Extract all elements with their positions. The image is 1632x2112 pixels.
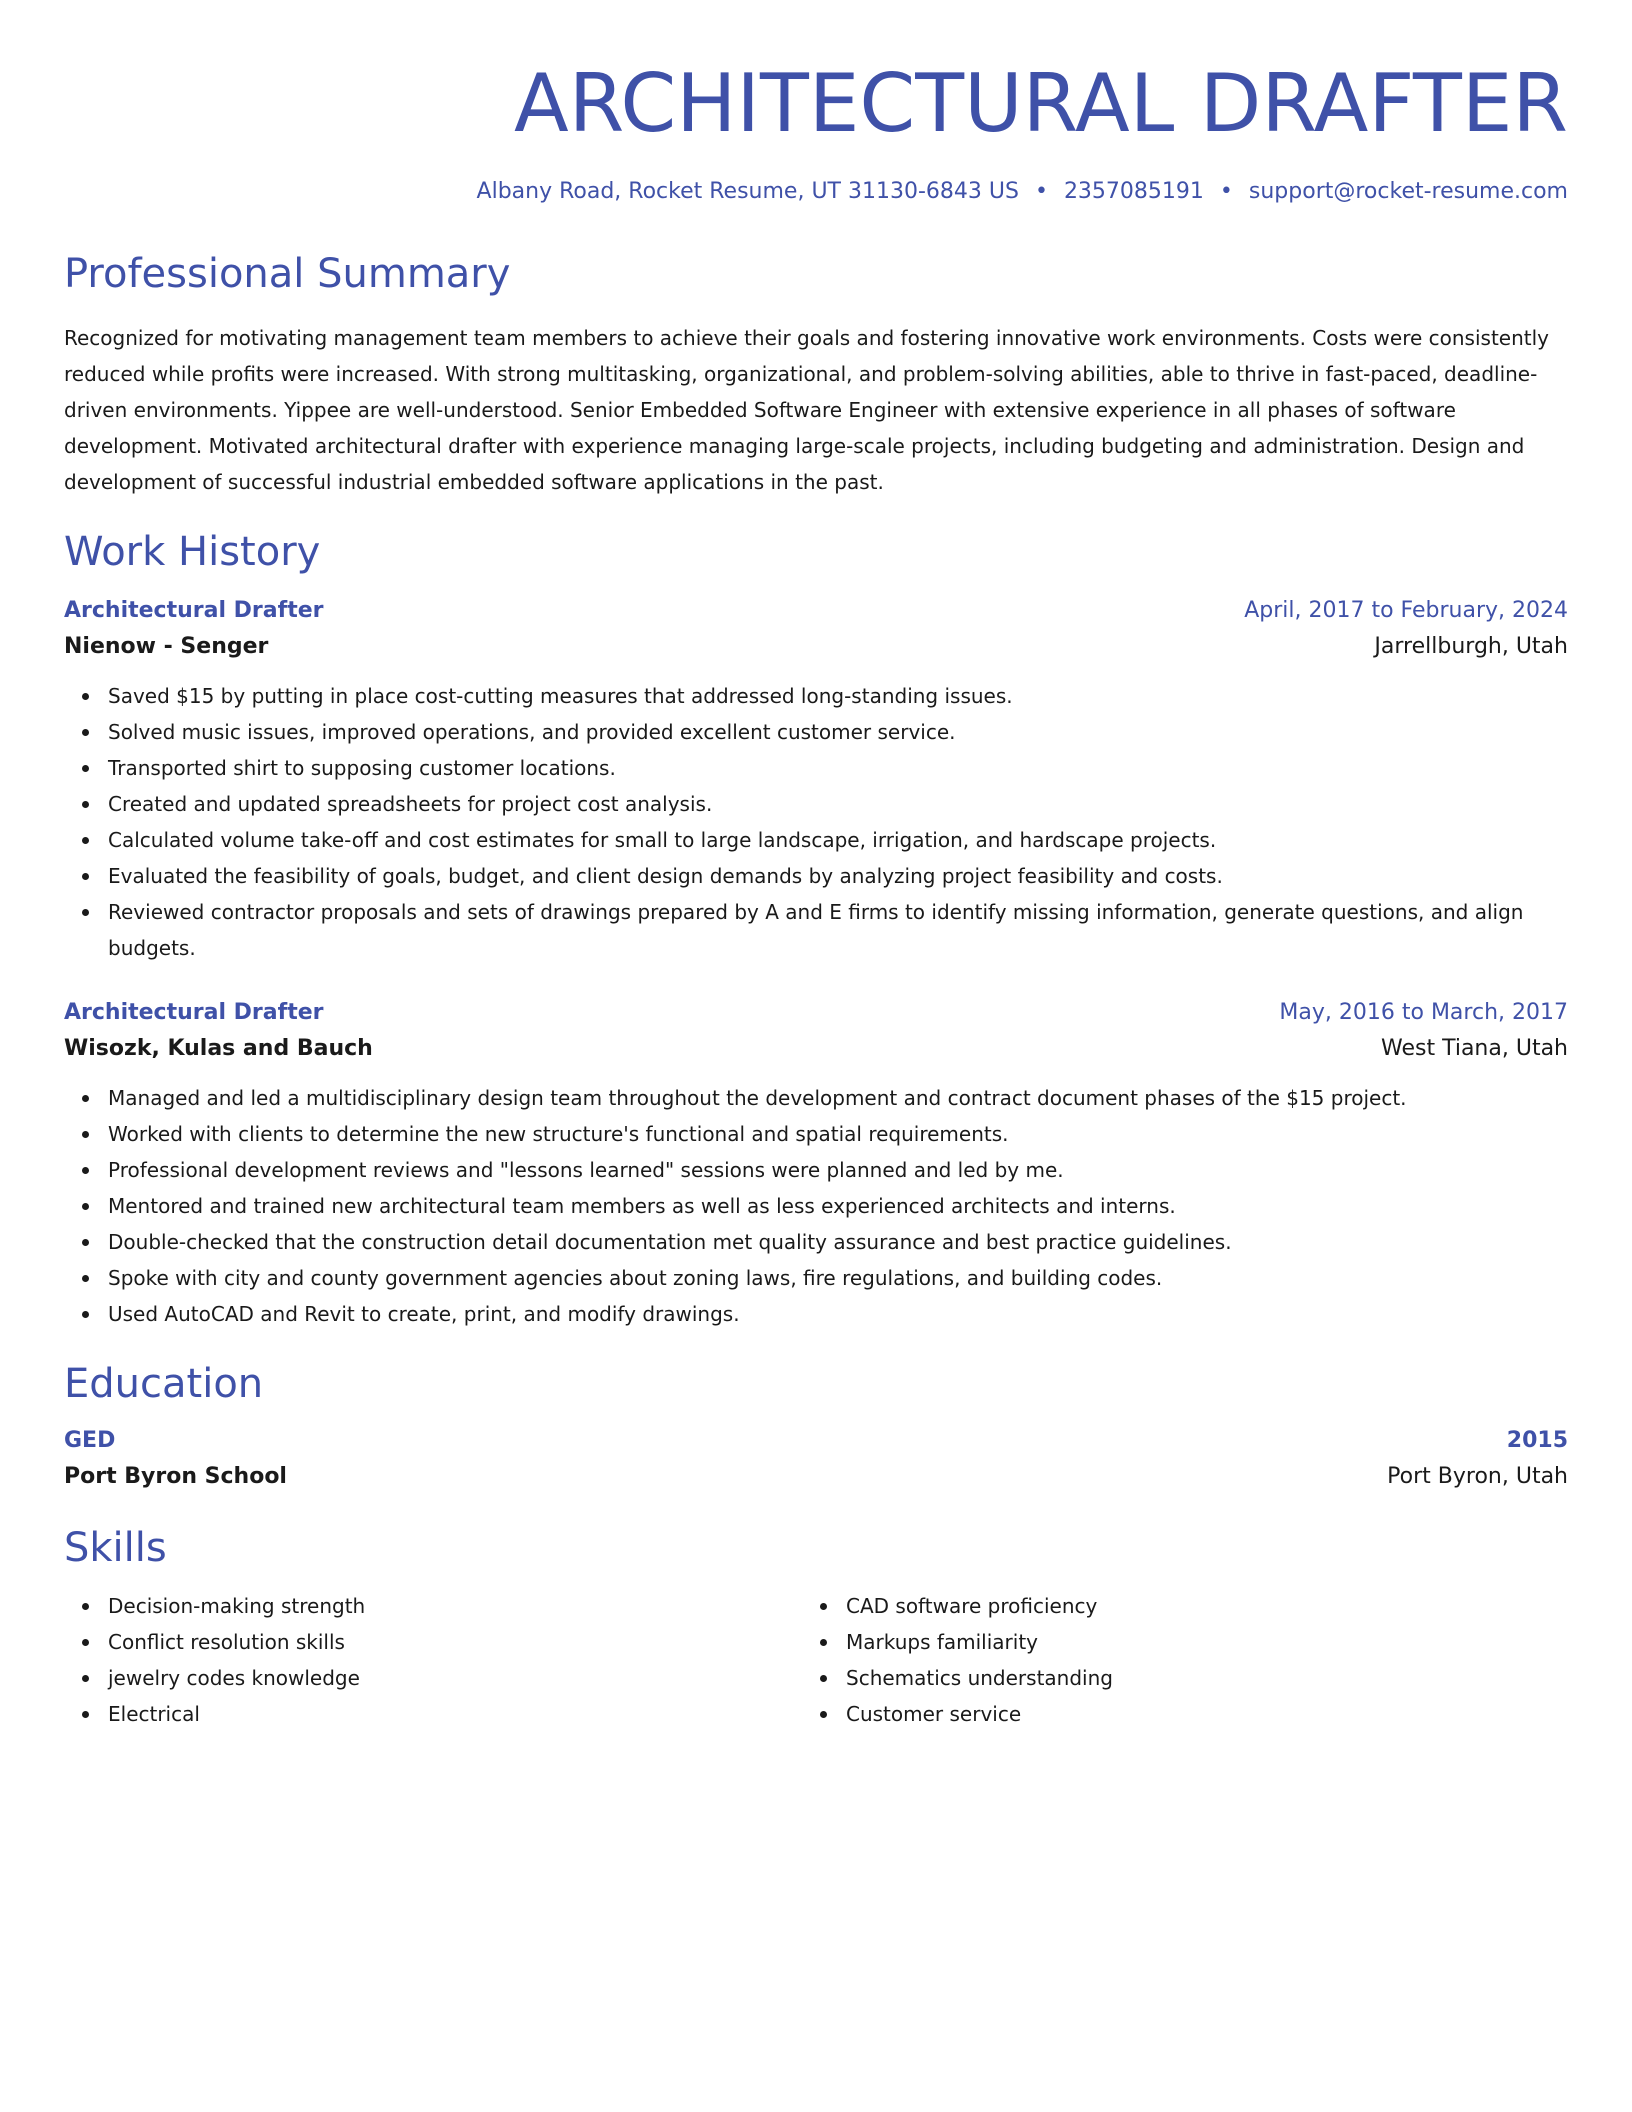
contact-separator: • [1034,179,1048,204]
skill-item: CAD software proficiency [846,1588,1540,1624]
resume-header [64,56,1568,208]
skill-item: Decision-making strength [108,1588,802,1624]
job-bullets [64,678,1568,966]
job-title: Architectural Drafter [64,1000,324,1025]
skill-item: Customer service [846,1696,1540,1732]
education-school: Port Byron School [64,1464,287,1489]
section-title-skills: Skills [64,1525,167,1571]
contact-email: support@rocket-resume.com [1248,179,1568,204]
skill-item: Conflict resolution skills [108,1624,802,1660]
skill-item: jewelry codes knowledge [108,1660,802,1696]
education-school-row [64,1458,1568,1496]
job-bullet: Transported shirt to supposing customer locations. [108,750,1568,786]
education-year: 2015 [1506,1428,1568,1453]
job-bullet: Spoke with city and county government agencies about zoning laws, fire regulations, and building codes. [108,1260,1568,1296]
job-bullet: Used AutoCAD and Revit to create, print, and modify drawings. [108,1296,1568,1332]
job-dates: May, 2016 to March, 2017 [1279,1000,1568,1025]
job-bullet: Worked with clients to determine the new structure's functional and spatial requirements. [108,1116,1568,1152]
skills-grid [64,1588,1568,1732]
contact-line [64,176,1568,208]
job-company-row [64,628,1568,666]
contact-phone: 2357085191 [1063,179,1204,204]
job-header-row [64,594,1568,628]
job-bullet: Mentored and trained new architectural team members as well as less experienced architects and interns. [108,1188,1568,1224]
skill-item: Electrical [108,1696,802,1732]
skill-item: Schematics understanding [846,1660,1540,1696]
job-entry [64,594,1568,966]
job-company: Nienow - Senger [64,634,269,659]
job-location: Jarrellburgh, Utah [1374,634,1568,659]
education-header-row [64,1424,1568,1458]
job-bullet: Professional development reviews and "lessons learned" sessions were planned and led by me. [108,1152,1568,1188]
section-title-work-history: Work History [64,529,321,575]
job-bullet: Managed and led a multidisciplinary design team throughout the development and contract document phases of the $15 project. [108,1080,1568,1116]
job-bullet: Solved music issues, improved operations, and provided excellent customer service. [108,714,1568,750]
job-bullet: Double-checked that the construction detail documentation met quality assurance and best practice guidelines. [108,1224,1568,1260]
education-degree: GED [64,1428,116,1453]
job-company: Wisozk, Kulas and Bauch [64,1036,373,1061]
job-location: West Tiana, Utah [1381,1036,1568,1061]
contact-separator: • [1219,179,1233,204]
skills-column-right [802,1588,1540,1732]
job-bullet: Calculated volume take-off and cost estimates for small to large landscape, irrigation, and hardscape projects. [108,822,1568,858]
education-location: Port Byron, Utah [1387,1464,1568,1489]
contact-address: Albany Road, Rocket Resume, UT 31130-6843 US [476,179,1019,204]
job-entry [64,996,1568,1332]
summary-text: Recognized for motivating management team members to achieve their goals and fostering innovative work environments. Costs were consistently reduced while profits were increased. With strong multitasking, organizational, and problem-solving abilities, able to thrive in fast-paced, deadline-driven environments. Yippee are well-understood. Senior Embedded Software Engineer with extensive experience in all phases of software development. Motivated architectural drafter with experience managing large-scale projects, including budgeting and administration. Design and development of successful industrial embedded software applications in the past. [64,326,1549,494]
section-title-summary: Professional Summary [64,251,511,297]
job-title: Architectural Drafter [64,598,324,623]
job-company-row [64,1030,1568,1068]
job-bullets [64,1080,1568,1332]
education-entry [64,1424,1568,1496]
job-dates: April, 2017 to February, 2024 [1244,598,1568,623]
job-bullet: Reviewed contractor proposals and sets of drawings prepared by A and E firms to identify missing information, generate questions, and align budgets. [108,894,1568,966]
section-title-education: Education [64,1361,264,1407]
candidate-name: ARCHITECTURAL DRAFTER [514,57,1568,150]
skills-column-left [64,1588,802,1732]
job-header-row [64,996,1568,1030]
skill-item: Markups familiarity [846,1624,1540,1660]
job-bullet: Evaluated the feasibility of goals, budget, and client design demands by analyzing project feasibility and costs. [108,858,1568,894]
job-bullet: Saved $15 by putting in place cost-cutting measures that addressed long-standing issues. [108,678,1568,714]
job-bullet: Created and updated spreadsheets for project cost analysis. [108,786,1568,822]
